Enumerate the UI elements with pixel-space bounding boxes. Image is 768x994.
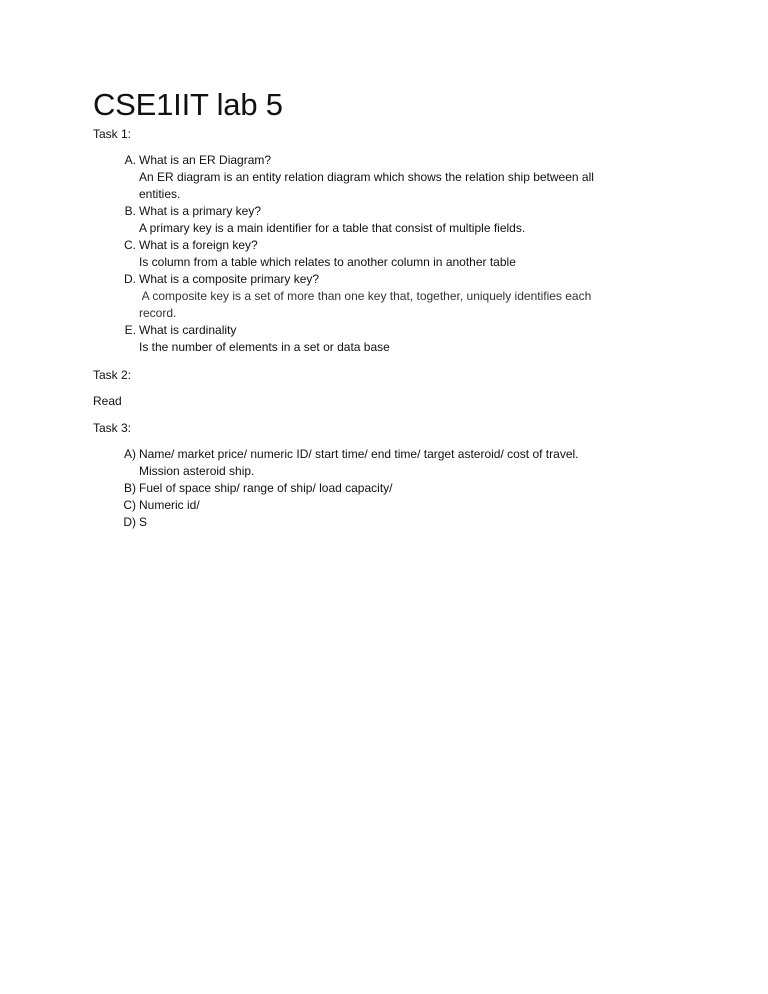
question-text: What is a foreign key? xyxy=(139,238,258,252)
list-item xyxy=(0,480,768,497)
answer-text: An ER diagram is an entity relation diagram which shows the relation ship between all xyxy=(139,170,594,184)
list-marker: B. xyxy=(124,204,136,218)
list-marker: D. xyxy=(124,272,136,286)
answer-text: Fuel of space ship/ range of ship/ load capacity/ xyxy=(139,481,393,495)
task3-heading: Task 3: xyxy=(93,421,132,435)
question-text: What is a primary key? xyxy=(139,204,262,218)
list-item xyxy=(0,322,768,356)
list-marker: C. xyxy=(124,238,136,252)
list-item xyxy=(0,203,768,237)
list-marker: B) xyxy=(124,481,136,495)
task1-heading: Task 1: xyxy=(93,127,132,141)
answer-text: Mission asteroid ship. xyxy=(139,464,255,478)
answer-text: Is column from a table which relates to another column in another table xyxy=(139,255,516,269)
list-item xyxy=(0,446,768,480)
answer-text: Numeric id/ xyxy=(139,498,200,512)
list-marker: D) xyxy=(123,515,136,529)
task2-text: Read xyxy=(93,394,122,408)
list-marker: C) xyxy=(123,498,136,512)
list-item xyxy=(0,152,768,203)
answer-text: S xyxy=(139,515,148,529)
question-text: What is an ER Diagram? xyxy=(139,153,272,167)
task3-list xyxy=(0,446,768,531)
list-marker: E. xyxy=(124,323,136,337)
document-title: CSE1IIT lab 5 xyxy=(93,87,283,122)
answer-text: A composite key is a set of more than one key that, together, uniquely identifies each xyxy=(139,289,592,303)
task1-list xyxy=(0,152,768,356)
task2-heading: Task 2: xyxy=(93,368,132,382)
list-item xyxy=(0,514,768,531)
list-marker: A. xyxy=(124,153,136,167)
answer-text: Name/ market price/ numeric ID/ start time/ end time/ target asteroid/ cost of travel. xyxy=(139,447,579,461)
question-text: What is cardinality xyxy=(139,323,237,337)
list-item xyxy=(0,271,768,322)
list-item xyxy=(0,497,768,514)
answer-text: entities. xyxy=(139,187,181,201)
list-item xyxy=(0,237,768,271)
answer-text: Is the number of elements in a set or data base xyxy=(139,340,390,354)
answer-text: A primary key is a main identifier for a table that consist of multiple fields. xyxy=(139,221,526,235)
question-text: What is a composite primary key? xyxy=(139,272,320,286)
answer-text: record. xyxy=(139,306,177,320)
list-marker: A) xyxy=(124,447,136,461)
